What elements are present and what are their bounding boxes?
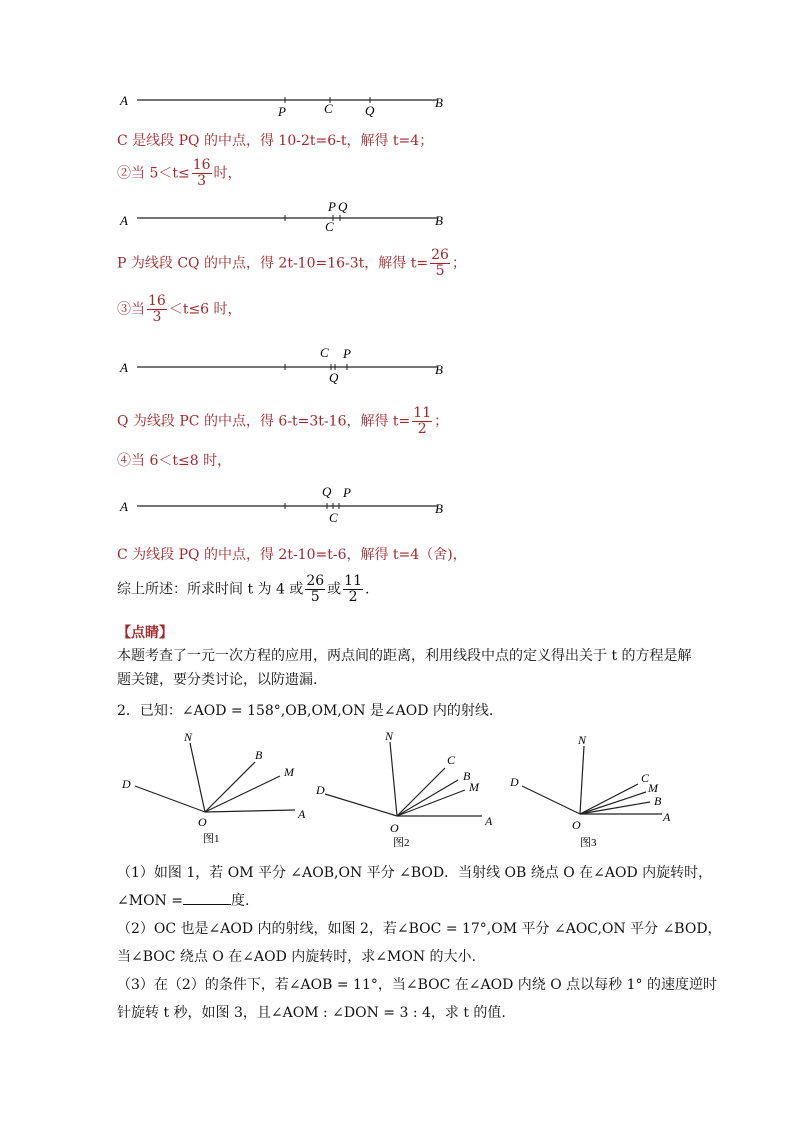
point-A-label: A — [120, 93, 128, 108]
figure-1 — [115, 728, 320, 848]
svg-text:N: N — [578, 733, 587, 747]
segment-diagram-1 — [115, 88, 455, 120]
svg-text:C: C — [447, 753, 456, 767]
case4-heading: ④当 6＜t≤8 时， — [117, 453, 232, 469]
q3-line2: 针旋转 t 秒，如图 3，且∠AOM : ∠DON = 3 : 4，求 t 的值. — [117, 1005, 506, 1021]
figure-2 — [310, 728, 500, 853]
svg-text:B: B — [435, 362, 443, 377]
point-C-label: C — [324, 101, 333, 116]
q3-line1: （3）在（2）的条件下，若∠AOB = 11°，当∠BOC 在∠AOD 内绕 O 点以每秒 1° 的速度逆时 — [117, 977, 717, 993]
svg-text:C: C — [329, 510, 338, 525]
case2-heading: ②当 5＜t≤ $\frac{16}{3}$ 时， — [117, 157, 242, 189]
svg-text:M: M — [284, 765, 294, 779]
svg-text:B: B — [463, 769, 471, 783]
q1-line2: ∠MON = 度. — [117, 890, 249, 910]
segment-diagram-4 — [115, 484, 455, 526]
q2-line1: （2）OC 也是∠AOD 内的射线，如图 2，若∠BOC = 17°,OM 平分 ∠AOC,ON 平分 ∠BOD， — [117, 921, 722, 937]
dianjing-body: 本题考查了一元一次方程的应用，两点间的距离，利用线段中点的定义得出关于 t 的方程是解题关键，要分类讨论，以防遗漏. — [117, 648, 692, 688]
svg-text:O: O — [572, 818, 581, 832]
svg-text:P: P — [343, 485, 351, 500]
svg-text:Q: Q — [322, 484, 332, 499]
figure-2-caption: 图2 — [393, 837, 410, 849]
svg-text:B: B — [255, 748, 263, 762]
svg-text:M: M — [469, 780, 479, 794]
svg-text:A: A — [485, 814, 493, 828]
svg-text:C: C — [641, 771, 650, 785]
summary-text: 综上所述：所求时间 t 为 4 或 $\frac{26}{5}$ 或 $\frac{11}{2}$ . — [117, 573, 370, 605]
case2-text: P 为线段 CQ 的中点，得 2t-10=16-3t，解得 t= $\frac{26}{5}$ ； — [117, 247, 466, 279]
case3-text: Q 为线段 PC 的中点，得 6-t=3t-16，解得 t= $\frac{11}{2}$ ； — [117, 405, 449, 437]
svg-text:M: M — [648, 781, 658, 795]
svg-text:P: P — [328, 199, 336, 214]
case1-text: C 是线段 PQ 的中点，得 10-2t=6-t，解得 t=4； — [117, 133, 434, 149]
case4-text: C 为线段 PQ 的中点，得 2t-10=t-6，解得 t=4（舍)， — [117, 547, 467, 563]
case3-heading: ③当 $\frac{16}{3}$ ＜t≤6 时， — [117, 293, 242, 325]
svg-text:B: B — [435, 501, 443, 516]
figure-3 — [500, 728, 685, 853]
dianjing-title: 【点睛】 — [117, 625, 173, 641]
svg-text:C: C — [320, 345, 329, 360]
svg-text:D: D — [316, 783, 325, 797]
svg-text:A: A — [120, 499, 128, 514]
figure-3-caption: 图3 — [580, 837, 597, 849]
svg-text:N: N — [184, 730, 193, 744]
svg-text:Q: Q — [329, 370, 339, 385]
point-Q-label: Q — [365, 103, 375, 118]
svg-text:C: C — [325, 219, 334, 234]
svg-text:A: A — [120, 213, 128, 228]
svg-text:A: A — [663, 810, 671, 824]
point-P-label: P — [278, 104, 286, 119]
answer-blank — [183, 890, 231, 905]
svg-text:O: O — [390, 821, 399, 835]
q2-line2: 当∠BOC 绕点 O 在∠AOD 内旋转时，求∠MON 的大小. — [117, 949, 476, 965]
svg-text:O: O — [198, 815, 207, 829]
segment-diagram-3 — [115, 345, 455, 387]
svg-text:B: B — [435, 213, 443, 228]
svg-text:P: P — [343, 346, 351, 361]
figure-1-caption: 图1 — [203, 833, 220, 845]
q1-line1: （1）如图 1，若 OM 平分 ∠AOB,ON 平分 ∠BOD．当射线 OB 绕点 O 在∠AOD 内旋转时， — [117, 865, 713, 881]
svg-text:B: B — [654, 794, 662, 808]
svg-text:A: A — [298, 807, 306, 821]
svg-text:D: D — [510, 775, 519, 789]
problem2-intro: 2．已知：∠AOD = 158°,OB,OM,ON 是∠AOD 内的射线. — [117, 703, 494, 719]
svg-text:D: D — [122, 777, 131, 791]
svg-text:A: A — [120, 360, 128, 375]
segment-diagram-2 — [115, 198, 455, 238]
point-B-label: B — [435, 95, 443, 110]
svg-text:N: N — [385, 729, 394, 743]
svg-text:Q: Q — [338, 199, 348, 214]
